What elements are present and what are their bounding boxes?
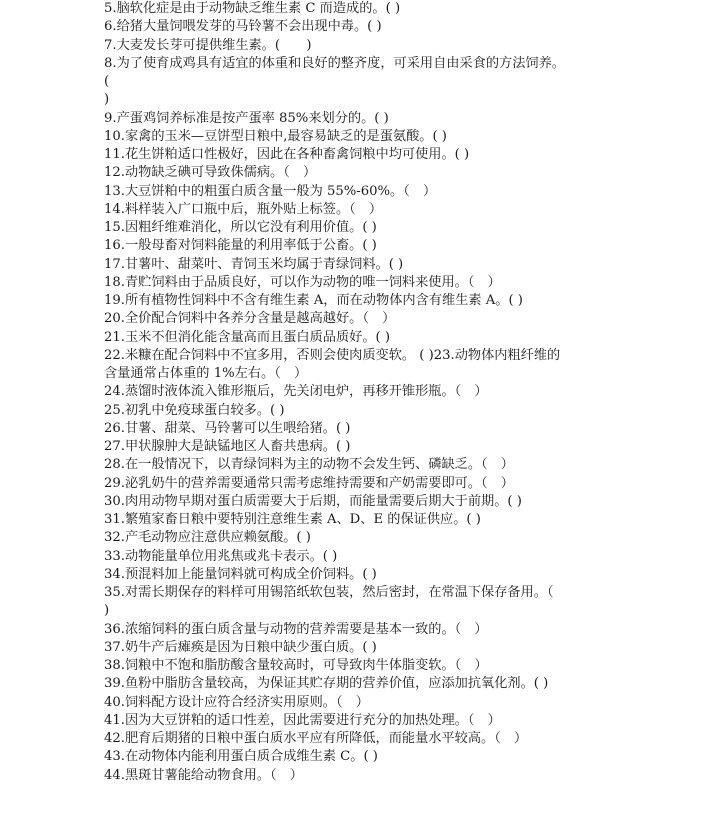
question-line: 37.奶牛产后瘫痪是因为日粮中缺少蛋白质。( ) [104, 639, 377, 655]
question-line: 7.大麦发长芽可提供维生素。( ) [104, 37, 312, 53]
question-line-continuation: 含量通常占体重的 1%左右。（ ） [104, 366, 308, 381]
question-line: 43.在动物体内能利用蛋白质合成维生素 C。( ) [104, 749, 378, 765]
question-line: 6.给猪大量饲喂发芽的马铃薯不会出现中毒。( ) [104, 19, 382, 35]
question-line-continuation: ) [104, 603, 110, 619]
question-line: 30.肉用动物早期对蛋白质需要大于后期，而能量需要后期大于前期。( ) [104, 493, 522, 509]
question-line: 34.预混料加上能量饲料就可构成全价饲料。( ) [104, 566, 377, 582]
question-line: 36.浓缩饲料的蛋白质含量与动物的营养需要是基本一致的。（ ） [104, 621, 488, 637]
question-line: 12.动物缺乏碘可导致侏儒病。（ ） [104, 165, 317, 181]
question-line: 18.青贮饲料由于品质良好，可以作为动物的唯一饲料来使用。（ ） [104, 274, 501, 290]
question-line: 8.为了使育成鸡具有适宜的体重和良好的整齐度，可采用自由采食的方法饲养。 [104, 55, 565, 71]
document-page [104, 0, 604, 785]
question-line: 15.因粗纤维难消化，所以它没有利用价值。( ) [104, 220, 377, 235]
question-line-continuation: ) [104, 92, 110, 108]
question-line: 22.米糠在配合饲料中不宜多用，否则会使肉质变软。 ( )23.动物体内粗纤维的 [104, 347, 561, 363]
question-line-continuation: ( [104, 74, 110, 89]
question-line: 24.蒸馏时液体流入锥形瓶后，先关闭电炉，再移开锥形瓶。（ ） [104, 384, 488, 400]
question-line: 16.一般母畜对饲料能量的利用率低于公畜。( ) [104, 238, 377, 254]
question-line: 42.肥育后期猪的日粮中蛋白质水平应有所降低，而能量水平较高。（ ） [104, 731, 528, 746]
question-line: 9.产蛋鸡饲养标准是按产蛋率 85%来划分的。( ) [104, 110, 389, 126]
question-line: 26.甘薯、甜菜、马铃薯可以生喂给猪。( ) [104, 420, 351, 436]
question-line: 25.初乳中免疫球蛋白较多。( ) [104, 402, 285, 418]
question-line: 13.大豆饼粕中的粗蛋白质含量一般为 55%-60%。（ ） [104, 183, 437, 199]
question-line: 14.料样装入广口瓶中后，瓶外贴上标签。（ ） [104, 201, 383, 217]
question-line: 28.在一般情况下，以青绿饲料为主的动物不会发生钙、磷缺乏。（ ） [104, 457, 514, 473]
question-line: 44.黑斑甘薯能给动物食用。（ ） [104, 767, 303, 783]
question-line: 17.甘薯叶、甜菜叶、青饲玉米均属于青绿饲料。( ) [104, 256, 404, 272]
question-line: 11.花生饼粕适口性极好，因此在各种畜禽饲粮中均可使用。( ) [104, 147, 470, 162]
question-line: 21.玉米不但消化能含量高而且蛋白质品质好。( ) [104, 329, 391, 345]
question-line: 32.产毛动物应注意供应赖氨酸。( ) [104, 530, 311, 546]
question-line: 38.饲粮中不饱和脂肪酸含量较高时，可导致肉牛体脂变软。（ ） [104, 658, 488, 673]
question-line: 20.全价配合饲料中各养分含量是越高越好。（ ） [104, 311, 396, 327]
question-line: 31.繁殖家畜日粮中要特别注意维生素 A、D、E 的保证供应。( ) [104, 512, 481, 527]
question-line: 27.甲状腺肿大是缺锰地区人畜共患病。( ) [104, 439, 351, 454]
question-line: 41.因为大豆饼粕的适口性差，因此需要进行充分的加热处理。（ ） [104, 712, 501, 728]
question-line: 5.脑软化症是由于动物缺乏维生素 C 而造成的。( ) [104, 1, 401, 16]
question-line: 39.鱼粉中脂肪含量较高，为保证其贮存期的营养价值，应添加抗氧化剂。( ) [104, 676, 549, 692]
question-line: 19.所有植物性饲料中不含有维生素 A，而在动物体内含有维生素 A。( ) [104, 293, 523, 308]
question-line: 33.动物能量单位用兆焦或兆卡表示。( ) [104, 548, 338, 564]
question-line: 29.泌乳奶牛的营养需要通常只需考虑维持需要和产奶需要即可。（ ） [104, 475, 514, 491]
question-line: 40.饲料配方设计应符合经济实用原则。（ ） [104, 694, 369, 710]
question-line: 10.家禽的玉米—豆饼型日粮中,最容易缺乏的是蛋氨酸。( ) [104, 128, 447, 144]
question-line: 35.对需长期保存的料样可用锡箔纸软包装，然后密封，在常温下保存备用。（ [104, 585, 554, 600]
